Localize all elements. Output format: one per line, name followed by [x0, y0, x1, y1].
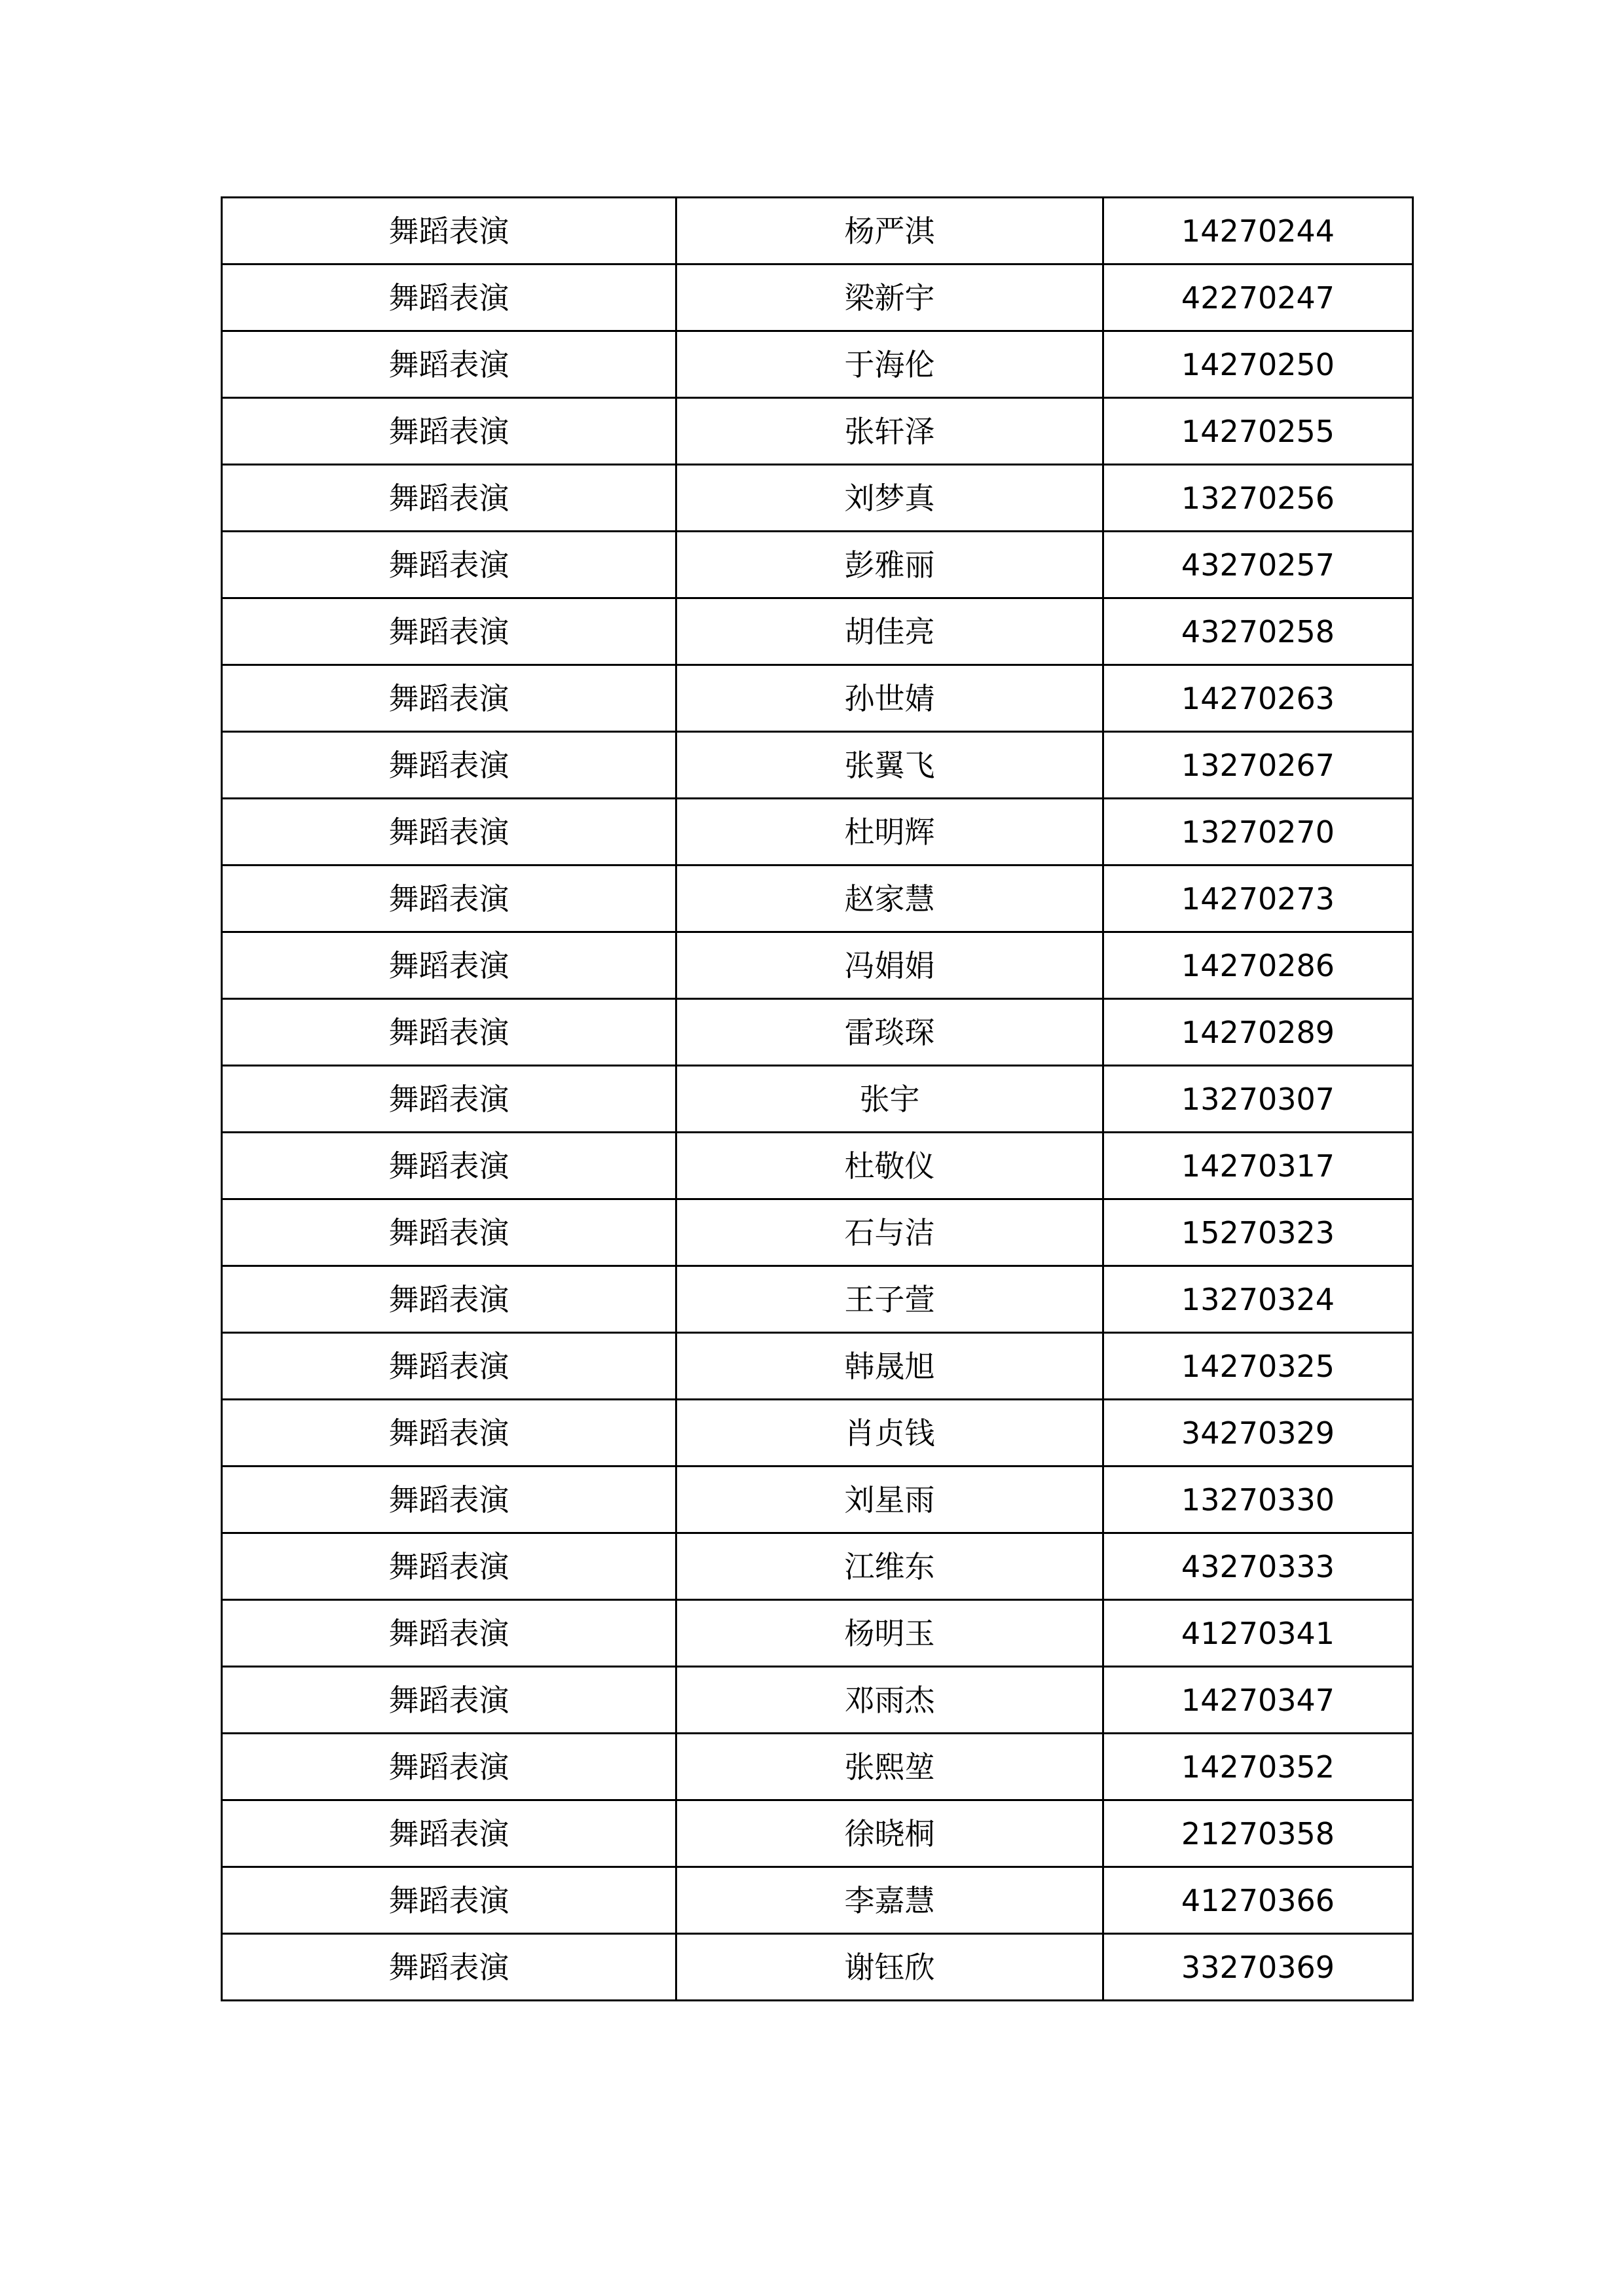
- number-cell: 14270325: [1103, 1333, 1413, 1400]
- major-cell: 舞蹈表演: [222, 1867, 676, 1934]
- name-cell: 冯娟娟: [676, 932, 1103, 999]
- name-cell: 刘梦真: [676, 465, 1103, 532]
- name-cell: 赵家慧: [676, 866, 1103, 932]
- number-cell: 43270258: [1103, 598, 1413, 665]
- number-cell: 41270366: [1103, 1867, 1413, 1934]
- number-cell: 42270247: [1103, 264, 1413, 331]
- name-cell: 彭雅丽: [676, 532, 1103, 598]
- table-row: [222, 532, 1413, 598]
- major-cell: 舞蹈表演: [222, 598, 676, 665]
- name-cell: 杨明玉: [676, 1600, 1103, 1667]
- number-cell: 14270289: [1103, 999, 1413, 1066]
- major-cell: 舞蹈表演: [222, 665, 676, 732]
- number-cell: 13270256: [1103, 465, 1413, 532]
- table-row: [222, 1667, 1413, 1734]
- number-cell: 43270257: [1103, 532, 1413, 598]
- major-cell: 舞蹈表演: [222, 1667, 676, 1734]
- name-cell: 徐晓桐: [676, 1800, 1103, 1867]
- number-cell: 41270341: [1103, 1600, 1413, 1667]
- table-row: [222, 398, 1413, 465]
- number-cell: 21270358: [1103, 1800, 1413, 1867]
- number-cell: 14270263: [1103, 665, 1413, 732]
- major-cell: 舞蹈表演: [222, 866, 676, 932]
- number-cell: 13270267: [1103, 732, 1413, 799]
- number-cell: 14270255: [1103, 398, 1413, 465]
- major-cell: 舞蹈表演: [222, 799, 676, 866]
- number-cell: 14270317: [1103, 1133, 1413, 1199]
- name-cell: 雷琰琛: [676, 999, 1103, 1066]
- name-cell: 张轩泽: [676, 398, 1103, 465]
- number-cell: 15270323: [1103, 1199, 1413, 1266]
- table-row: [222, 1800, 1413, 1867]
- name-cell: 刘星雨: [676, 1467, 1103, 1533]
- name-cell: 王子萱: [676, 1266, 1103, 1333]
- major-cell: 舞蹈表演: [222, 331, 676, 398]
- number-cell: 14270286: [1103, 932, 1413, 999]
- name-cell: 杜敬仪: [676, 1133, 1103, 1199]
- number-cell: 13270330: [1103, 1467, 1413, 1533]
- table-row: [222, 1066, 1413, 1133]
- number-cell: 14270347: [1103, 1667, 1413, 1734]
- name-cell: 杜明辉: [676, 799, 1103, 866]
- name-cell: 李嘉慧: [676, 1867, 1103, 1934]
- name-cell: 邓雨杰: [676, 1667, 1103, 1734]
- table-row: [222, 732, 1413, 799]
- name-cell: 张熙堃: [676, 1734, 1103, 1800]
- table-row: [222, 932, 1413, 999]
- name-cell: 杨严淇: [676, 198, 1103, 264]
- table-row: [222, 1600, 1413, 1667]
- major-cell: 舞蹈表演: [222, 1734, 676, 1800]
- major-cell: 舞蹈表演: [222, 1266, 676, 1333]
- table-row: [222, 331, 1413, 398]
- number-cell: 13270324: [1103, 1266, 1413, 1333]
- major-cell: 舞蹈表演: [222, 398, 676, 465]
- number-cell: 33270369: [1103, 1934, 1413, 2001]
- major-cell: 舞蹈表演: [222, 1133, 676, 1199]
- name-cell: 梁新宇: [676, 264, 1103, 331]
- major-cell: 舞蹈表演: [222, 1467, 676, 1533]
- table-row: [222, 598, 1413, 665]
- table-row: [222, 1133, 1413, 1199]
- major-cell: 舞蹈表演: [222, 1066, 676, 1133]
- name-cell: 韩晟旭: [676, 1333, 1103, 1400]
- table-row: [222, 1467, 1413, 1533]
- major-cell: 舞蹈表演: [222, 932, 676, 999]
- table-row: [222, 999, 1413, 1066]
- table-row: [222, 866, 1413, 932]
- major-cell: 舞蹈表演: [222, 198, 676, 264]
- table-row: [222, 1400, 1413, 1467]
- table-row: [222, 799, 1413, 866]
- name-cell: 张翼飞: [676, 732, 1103, 799]
- number-cell: 34270329: [1103, 1400, 1413, 1467]
- major-cell: 舞蹈表演: [222, 1934, 676, 2001]
- number-cell: 13270307: [1103, 1066, 1413, 1133]
- major-cell: 舞蹈表演: [222, 1400, 676, 1467]
- number-cell: 43270333: [1103, 1533, 1413, 1600]
- number-cell: 13270270: [1103, 799, 1413, 866]
- number-cell: 14270352: [1103, 1734, 1413, 1800]
- major-cell: 舞蹈表演: [222, 1533, 676, 1600]
- major-cell: 舞蹈表演: [222, 999, 676, 1066]
- table-row: [222, 198, 1413, 264]
- table-row: [222, 264, 1413, 331]
- number-cell: 14270273: [1103, 866, 1413, 932]
- name-cell: 谢钰欣: [676, 1934, 1103, 2001]
- table-row: [222, 465, 1413, 532]
- major-cell: 舞蹈表演: [222, 465, 676, 532]
- name-cell: 江维东: [676, 1533, 1103, 1600]
- table-row: [222, 1533, 1413, 1600]
- number-cell: 14270244: [1103, 198, 1413, 264]
- major-cell: 舞蹈表演: [222, 1800, 676, 1867]
- name-cell: 于海伦: [676, 331, 1103, 398]
- major-cell: 舞蹈表演: [222, 264, 676, 331]
- name-cell: 孙世婧: [676, 665, 1103, 732]
- major-cell: 舞蹈表演: [222, 732, 676, 799]
- table-row: [222, 1333, 1413, 1400]
- major-cell: 舞蹈表演: [222, 1199, 676, 1266]
- table-row: [222, 1867, 1413, 1934]
- number-cell: 14270250: [1103, 331, 1413, 398]
- table-row: [222, 1734, 1413, 1800]
- roster-table-body: [222, 198, 1413, 2001]
- table-row: [222, 1266, 1413, 1333]
- name-cell: 肖贞钱: [676, 1400, 1103, 1467]
- name-cell: 石与洁: [676, 1199, 1103, 1266]
- major-cell: 舞蹈表演: [222, 532, 676, 598]
- major-cell: 舞蹈表演: [222, 1600, 676, 1667]
- table-row: [222, 1199, 1413, 1266]
- name-cell: 胡佳亮: [676, 598, 1103, 665]
- table-row: [222, 1934, 1413, 2001]
- table-row: [222, 665, 1413, 732]
- major-cell: 舞蹈表演: [222, 1333, 676, 1400]
- roster-table: [221, 196, 1414, 2001]
- name-cell: 张宇: [676, 1066, 1103, 1133]
